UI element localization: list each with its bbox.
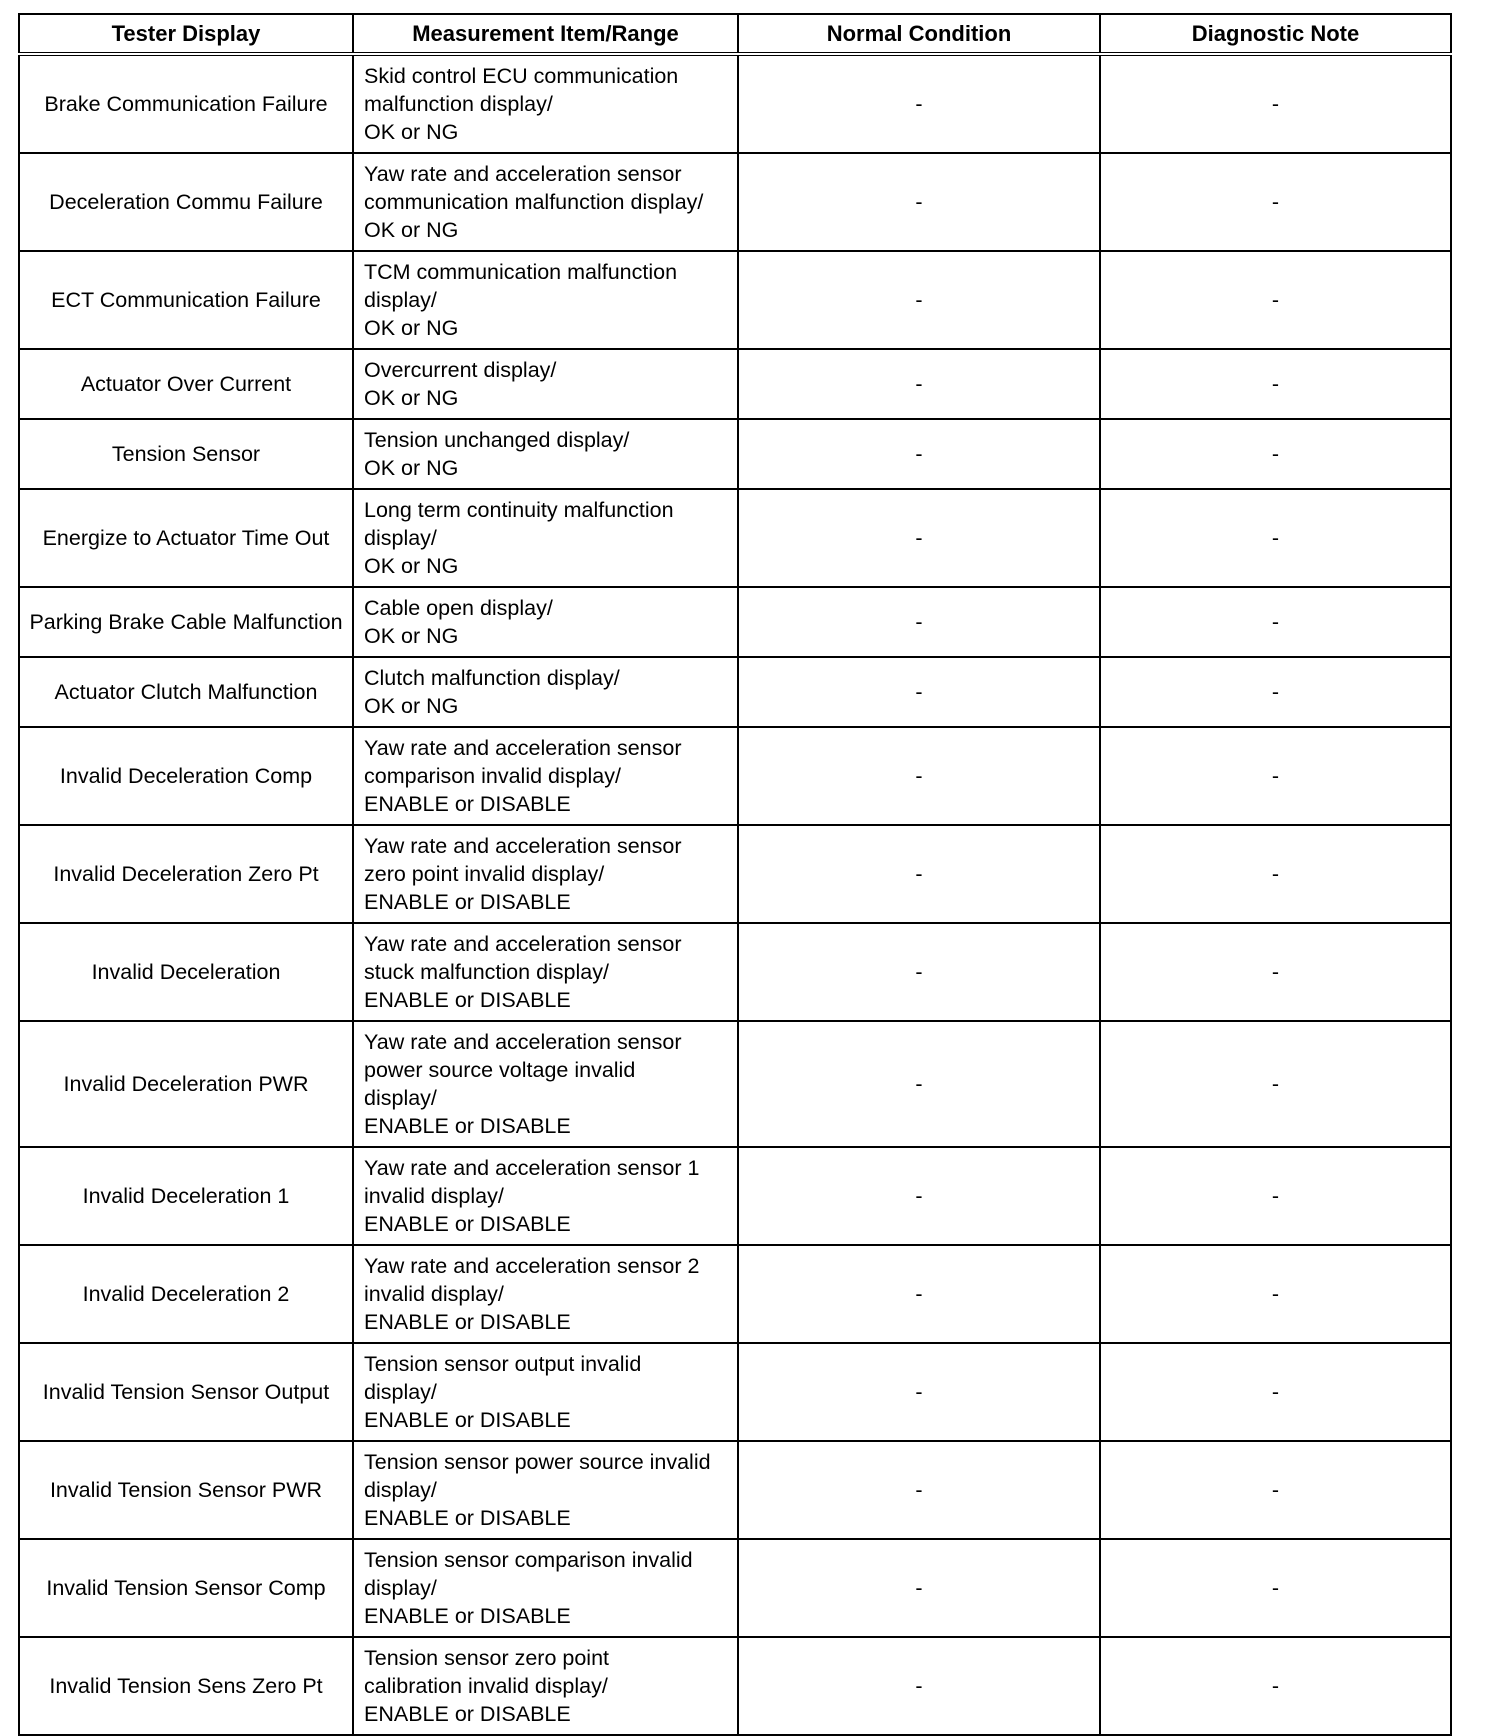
cell-measurement-item bbox=[353, 727, 738, 825]
cell-measurement-item bbox=[353, 1147, 738, 1245]
measurement-line: Skid control ECU communication bbox=[364, 64, 679, 88]
measurement-line: calibration invalid display/ bbox=[364, 1674, 608, 1698]
cell-tester-display: Invalid Deceleration 2 bbox=[19, 1245, 353, 1343]
cell-tester-display: Invalid Deceleration Zero Pt bbox=[19, 825, 353, 923]
table-row bbox=[19, 657, 1451, 727]
measurement-line: ENABLE or DISABLE bbox=[364, 792, 571, 816]
cell-diagnostic-note: - bbox=[1100, 54, 1451, 153]
cell-measurement-item bbox=[353, 1343, 738, 1441]
cell-measurement-item bbox=[353, 489, 738, 587]
cell-measurement-item bbox=[353, 1441, 738, 1539]
cell-tester-display: Parking Brake Cable Malfunction bbox=[19, 587, 353, 657]
measurement-line: OK or NG bbox=[364, 218, 459, 242]
header-row bbox=[19, 14, 1451, 54]
table-row bbox=[19, 1147, 1451, 1245]
cell-diagnostic-note: - bbox=[1100, 923, 1451, 1021]
cell-measurement-item bbox=[353, 1245, 738, 1343]
measurement-line: Yaw rate and acceleration sensor 1 bbox=[364, 1156, 700, 1180]
measurement-line: Cable open display/ bbox=[364, 596, 553, 620]
measurement-line: Tension sensor comparison invalid bbox=[364, 1548, 693, 1572]
cell-normal-condition: - bbox=[738, 1021, 1100, 1147]
cell-tester-display: Invalid Deceleration bbox=[19, 923, 353, 1021]
header-normal-condition: Normal Condition bbox=[738, 14, 1100, 54]
measurement-line: display/ bbox=[364, 288, 437, 312]
measurement-line: OK or NG bbox=[364, 554, 459, 578]
measurement-line: Yaw rate and acceleration sensor bbox=[364, 736, 682, 760]
cell-normal-condition: - bbox=[738, 419, 1100, 489]
cell-measurement-item bbox=[353, 657, 738, 727]
table-row bbox=[19, 923, 1451, 1021]
cell-normal-condition: - bbox=[738, 1147, 1100, 1245]
measurement-line: Yaw rate and acceleration sensor bbox=[364, 162, 682, 186]
cell-normal-condition: - bbox=[738, 1343, 1100, 1441]
measurement-line: Yaw rate and acceleration sensor bbox=[364, 834, 682, 858]
measurement-line: Long term continuity malfunction bbox=[364, 498, 674, 522]
cell-normal-condition: - bbox=[738, 489, 1100, 587]
cell-diagnostic-note: - bbox=[1100, 727, 1451, 825]
cell-diagnostic-note: - bbox=[1100, 1441, 1451, 1539]
cell-measurement-item bbox=[353, 1539, 738, 1637]
measurement-line: invalid display/ bbox=[364, 1282, 504, 1306]
cell-measurement-item bbox=[353, 825, 738, 923]
measurement-line: Tension sensor zero point bbox=[364, 1646, 610, 1670]
cell-measurement-item bbox=[353, 419, 738, 489]
table-row bbox=[19, 1343, 1451, 1441]
measurement-line: invalid display/ bbox=[364, 1184, 504, 1208]
cell-measurement-item bbox=[353, 923, 738, 1021]
table-row bbox=[19, 1021, 1451, 1147]
measurement-line: OK or NG bbox=[364, 456, 459, 480]
cell-diagnostic-note: - bbox=[1100, 1539, 1451, 1637]
cell-normal-condition: - bbox=[738, 587, 1100, 657]
table-row bbox=[19, 825, 1451, 923]
measurement-line: malfunction display/ bbox=[364, 92, 553, 116]
table-row bbox=[19, 251, 1451, 349]
table-row bbox=[19, 587, 1451, 657]
measurement-line: Tension sensor output invalid bbox=[364, 1352, 642, 1376]
measurement-line: stuck malfunction display/ bbox=[364, 960, 609, 984]
cell-tester-display: Invalid Tension Sens Zero Pt bbox=[19, 1637, 353, 1735]
measurement-line: ENABLE or DISABLE bbox=[364, 1702, 571, 1726]
measurement-line: ENABLE or DISABLE bbox=[364, 1310, 571, 1334]
measurement-line: OK or NG bbox=[364, 120, 459, 144]
cell-normal-condition: - bbox=[738, 1245, 1100, 1343]
measurement-line: communication malfunction display/ bbox=[364, 190, 704, 214]
measurement-line: zero point invalid display/ bbox=[364, 862, 605, 886]
measurement-line: ENABLE or DISABLE bbox=[364, 1506, 571, 1530]
measurement-line: Tension unchanged display/ bbox=[364, 428, 630, 452]
measurement-line: OK or NG bbox=[364, 316, 459, 340]
measurement-line: Overcurrent display/ bbox=[364, 358, 557, 382]
cell-diagnostic-note: - bbox=[1100, 489, 1451, 587]
cell-diagnostic-note: - bbox=[1100, 251, 1451, 349]
cell-tester-display: Brake Communication Failure bbox=[19, 54, 353, 153]
measurement-line: Yaw rate and acceleration sensor 2 bbox=[364, 1254, 700, 1278]
data-list-table bbox=[18, 13, 1452, 1736]
measurement-line: ENABLE or DISABLE bbox=[364, 1408, 571, 1432]
table-row bbox=[19, 1441, 1451, 1539]
measurement-line: comparison invalid display/ bbox=[364, 764, 621, 788]
table-row bbox=[19, 489, 1451, 587]
table-row bbox=[19, 153, 1451, 251]
cell-diagnostic-note: - bbox=[1100, 1637, 1451, 1735]
cell-normal-condition: - bbox=[738, 825, 1100, 923]
cell-diagnostic-note: - bbox=[1100, 349, 1451, 419]
cell-tester-display: Deceleration Commu Failure bbox=[19, 153, 353, 251]
cell-normal-condition: - bbox=[738, 1539, 1100, 1637]
cell-tester-display: Invalid Tension Sensor PWR bbox=[19, 1441, 353, 1539]
table-header bbox=[19, 14, 1451, 54]
table-row bbox=[19, 1637, 1451, 1735]
cell-tester-display: ECT Communication Failure bbox=[19, 251, 353, 349]
table-row bbox=[19, 419, 1451, 489]
cell-diagnostic-note: - bbox=[1100, 657, 1451, 727]
cell-diagnostic-note: - bbox=[1100, 1147, 1451, 1245]
measurement-line: ENABLE or DISABLE bbox=[364, 890, 571, 914]
measurement-line: ENABLE or DISABLE bbox=[364, 1212, 571, 1236]
table-row bbox=[19, 54, 1451, 153]
cell-normal-condition: - bbox=[738, 349, 1100, 419]
measurement-line: power source voltage invalid bbox=[364, 1058, 636, 1082]
measurement-line: ENABLE or DISABLE bbox=[364, 1114, 571, 1138]
cell-diagnostic-note: - bbox=[1100, 825, 1451, 923]
cell-tester-display: Invalid Deceleration PWR bbox=[19, 1021, 353, 1147]
cell-measurement-item bbox=[353, 1637, 738, 1735]
header-diagnostic-note: Diagnostic Note bbox=[1100, 14, 1451, 54]
cell-normal-condition: - bbox=[738, 153, 1100, 251]
cell-measurement-item bbox=[353, 349, 738, 419]
cell-tester-display: Energize to Actuator Time Out bbox=[19, 489, 353, 587]
cell-measurement-item bbox=[353, 251, 738, 349]
measurement-line: OK or NG bbox=[364, 624, 459, 648]
cell-diagnostic-note: - bbox=[1100, 1343, 1451, 1441]
measurement-line: display/ bbox=[364, 1086, 437, 1110]
table-row bbox=[19, 1245, 1451, 1343]
measurement-line: ENABLE or DISABLE bbox=[364, 1604, 571, 1628]
measurement-line: OK or NG bbox=[364, 694, 459, 718]
cell-measurement-item bbox=[353, 587, 738, 657]
measurement-line: display/ bbox=[364, 526, 437, 550]
cell-diagnostic-note: - bbox=[1100, 419, 1451, 489]
measurement-line: Tension sensor power source invalid bbox=[364, 1450, 711, 1474]
table-row bbox=[19, 727, 1451, 825]
cell-normal-condition: - bbox=[738, 251, 1100, 349]
measurement-line: Yaw rate and acceleration sensor bbox=[364, 1030, 682, 1054]
cell-normal-condition: - bbox=[738, 54, 1100, 153]
cell-tester-display: Invalid Tension Sensor Output bbox=[19, 1343, 353, 1441]
cell-diagnostic-note: - bbox=[1100, 1245, 1451, 1343]
measurement-line: Clutch malfunction display/ bbox=[364, 666, 620, 690]
cell-normal-condition: - bbox=[738, 657, 1100, 727]
cell-tester-display: Actuator Over Current bbox=[19, 349, 353, 419]
cell-tester-display: Actuator Clutch Malfunction bbox=[19, 657, 353, 727]
measurement-line: ENABLE or DISABLE bbox=[364, 988, 571, 1012]
cell-diagnostic-note: - bbox=[1100, 587, 1451, 657]
header-tester-display: Tester Display bbox=[19, 14, 353, 54]
cell-tester-display: Invalid Deceleration Comp bbox=[19, 727, 353, 825]
cell-measurement-item bbox=[353, 153, 738, 251]
cell-diagnostic-note: - bbox=[1100, 153, 1451, 251]
measurement-line: display/ bbox=[364, 1576, 437, 1600]
measurement-line: OK or NG bbox=[364, 386, 459, 410]
cell-measurement-item bbox=[353, 1021, 738, 1147]
cell-tester-display: Invalid Tension Sensor Comp bbox=[19, 1539, 353, 1637]
cell-normal-condition: - bbox=[738, 1637, 1100, 1735]
table-row bbox=[19, 1539, 1451, 1637]
cell-tester-display: Invalid Deceleration 1 bbox=[19, 1147, 353, 1245]
cell-normal-condition: - bbox=[738, 1441, 1100, 1539]
cell-normal-condition: - bbox=[738, 727, 1100, 825]
measurement-line: display/ bbox=[364, 1478, 437, 1502]
cell-normal-condition: - bbox=[738, 923, 1100, 1021]
table-body bbox=[19, 54, 1451, 1735]
measurement-line: Yaw rate and acceleration sensor bbox=[364, 932, 682, 956]
measurement-line: display/ bbox=[364, 1380, 437, 1404]
cell-tester-display: Tension Sensor bbox=[19, 419, 353, 489]
table-row bbox=[19, 349, 1451, 419]
data-table-container bbox=[18, 13, 1450, 1736]
cell-diagnostic-note: - bbox=[1100, 1021, 1451, 1147]
cell-measurement-item bbox=[353, 54, 738, 153]
measurement-line: TCM communication malfunction bbox=[364, 260, 678, 284]
header-measurement-item: Measurement Item/Range bbox=[353, 14, 738, 54]
